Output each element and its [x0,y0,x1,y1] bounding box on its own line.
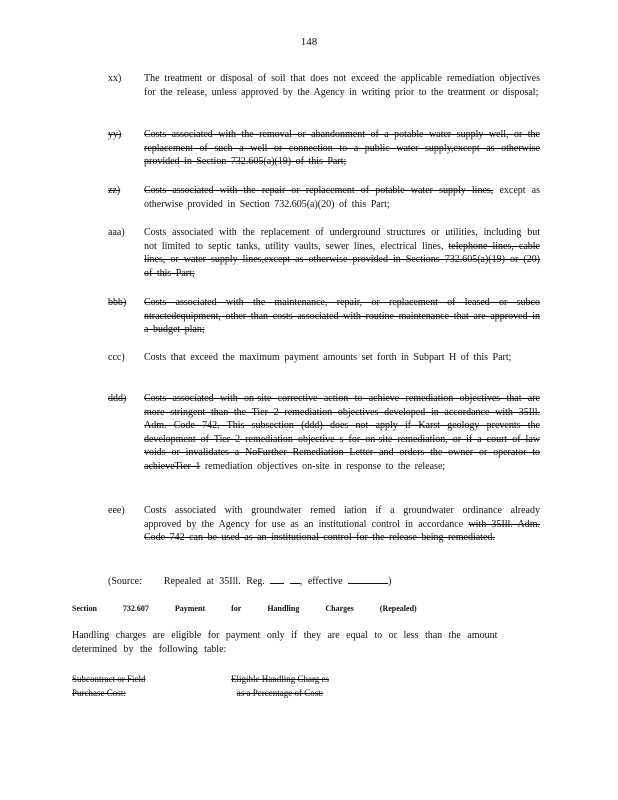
item-bbb [108,296,540,337]
item-label: zz) [108,185,121,196]
table-header-col1-line2: Purchase Cost: [72,688,126,698]
volume-blank [270,574,284,584]
item-label: ddd) [108,393,127,404]
item-label: ccc) [108,352,125,363]
item-deleted-text: Costs associated with the maintenance, repair, or replacement of leased or subco ntractedequipment, other than costs associated with routine maintenance that are approved in a budget plan; [144,297,540,335]
deleted-text: Costs associated with on-site corrective action to achieve remediation objectives that are more stringent than the Tier 2 remediation objectives developed in accordance with 35Ill. Adm. Code 742. This subsection (ddd) does not apply if Karst geology prevents the development of Tier 2 remediation objective s for on-site remediation, or if a court of law voids or invalidates a NoFurther Remediation Letter and orders the owner or operator to achieveTier 1 [144,393,540,472]
table-header-col2-line1: Eligible Handling Charg es [230,674,330,684]
section-heading: Section 732.607 Payment for Handling Charges (Repealed) [72,604,417,613]
item-label: bbb) [108,297,127,308]
item-text: Costs associated with groundwater remed iation if a groundwater ordinance already approved by the Agency for use as an institutional control in accordance with 35Ill. Adm. Code 742 can be used as an institutional control for the release being remediated. [144,505,541,543]
item-label: xx) [108,73,122,84]
item-ccc [108,351,540,365]
item-text: The treatment or disposal of soil that does not exceed the applicable remediation objectives for the release, unless approved by the Agency in writing prior to the treatment or disposal; [144,73,540,98]
source-note: (Source: Repealed at 35Ill. Reg. , effective ) [108,576,392,587]
item-aaa [108,226,540,280]
item-xx [108,72,540,99]
effective-date-blank [348,574,388,584]
table-header-col2-line2: as a Percentage of Cost: [236,688,324,698]
item-zz [108,184,540,211]
page-blank [290,574,300,584]
deleted-text: Costs associated with the repair or replacement of potable water supply lines, [144,185,494,196]
item-eee [108,504,540,545]
item-label: eee) [108,505,125,516]
item-deleted-text: Costs associated with the removal or abandonment of a potable water supply well, or the replacement of such a well or connection to a public water supply,except as otherwise provided in Section 732.605(a)(19) of this Part; [144,129,540,167]
page-number: 148 [300,36,318,48]
item-text: Costs associated with the replacement of underground structures or utilities, including but not limited to septic tanks, utility vaults, sewer lines, electrical lines, telephone lines, cable lines, or water supply lines,except as otherwise provided in Sections 732.605(a)(19) or (20) of this Part; [144,227,540,279]
deleted-text: telephone lines, cable lines, or water supply lines,except as otherwise provided in Sections 732.605(a)(19) or (20) of this Part; [144,240,540,279]
table-header-col1-line1: Subcontract or Field [72,674,146,684]
item-ddd [108,392,540,473]
item-yy [108,128,540,169]
item-text: Costs associated with on-site corrective action to achieve remediation objectives that are more stringent than the Tier 2 remediation objectives developed in accordance with 35Ill. Adm. Code 742. This subsection (ddd) does not apply if Karst geology prevents the development of Tier 2 remediation objective s for on-site remediation, or if a court of law voids or invalidates a NoFurther Remediation Letter and orders the owner or operator to achieveTier 1 remediation objectives on-site in response to the release; [144,393,540,472]
item-text: Costs associated with the repair or replacement of potable water supply lines, except as otherwise provided in Section 732.605(a)(20) of this Part; [144,185,540,210]
item-text: Costs that exceed the maximum payment amounts set forth in Subpart H of this Part; [144,352,512,363]
item-label: aaa) [108,227,125,238]
item-label: yy) [108,129,122,140]
section-paragraph: Handling charges are eligible for payment only if they are equal to or less than the amount determined by the following table: [72,630,498,655]
deleted-text: with 35Ill. Adm. Code 742 can be used as an institutional control for the release being remediated. [144,518,541,543]
